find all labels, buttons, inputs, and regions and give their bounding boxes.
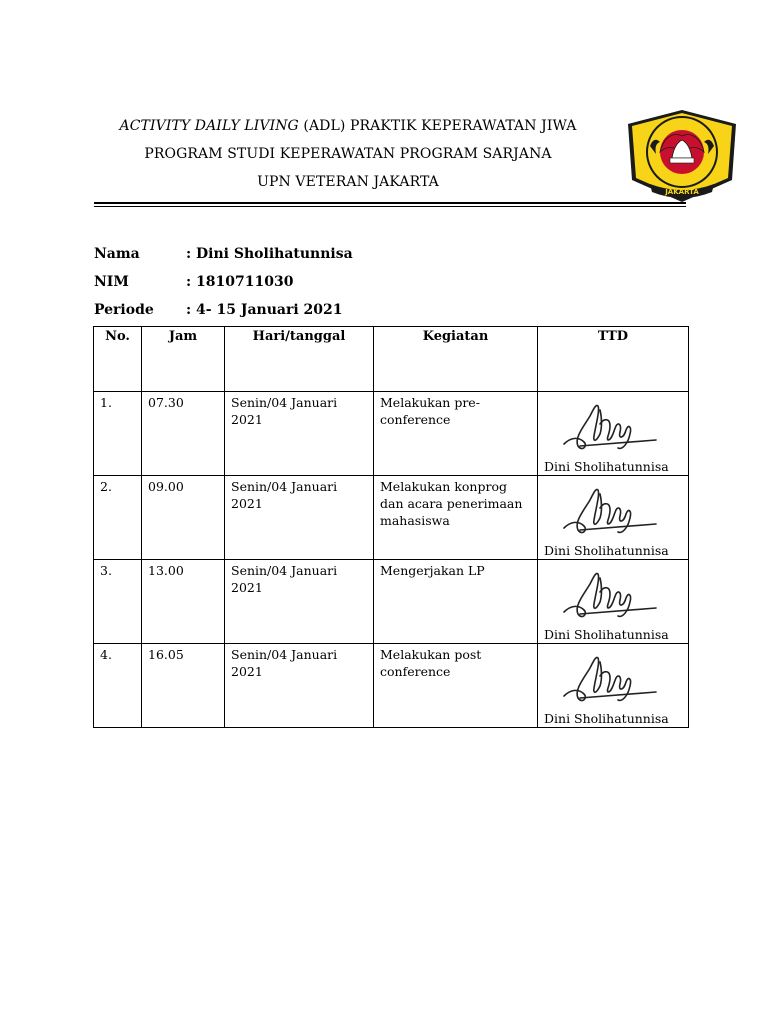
info-label: NIM	[94, 274, 129, 290]
signer-name: Dini Sholihatunnisa	[544, 711, 669, 726]
table-row	[94, 560, 689, 644]
cell-kegiatan-text: Mengerjakan LP	[380, 563, 485, 578]
cell-hari	[225, 644, 374, 728]
cell-kegiatan-text: Melakukan post conference	[380, 647, 482, 679]
cell-hari	[225, 392, 374, 476]
cell-no	[94, 392, 142, 476]
cell-jam	[142, 644, 225, 728]
info-label: Nama	[94, 246, 140, 262]
cell-jam	[142, 560, 225, 644]
document-header	[96, 112, 600, 196]
col-header-jam: Jam	[142, 327, 225, 392]
cell-ttd	[538, 476, 689, 560]
col-header-no: No.	[94, 327, 142, 392]
table-row	[94, 392, 689, 476]
header-title-rest: (ADL) PRAKTIK KEPERAWATAN JIWA	[298, 118, 577, 134]
cell-jam-text: 13.00	[148, 563, 184, 578]
col-header-kegiatan: Kegiatan	[374, 327, 538, 392]
cell-hari	[225, 560, 374, 644]
table-row	[94, 644, 689, 728]
cell-no-text: 1.	[100, 395, 112, 410]
signature-icon	[560, 396, 660, 456]
cell-hari	[225, 476, 374, 560]
info-value: : 1810711030	[186, 274, 294, 290]
signer-name: Dini Sholihatunnisa	[544, 627, 669, 642]
cell-jam	[142, 476, 225, 560]
info-value: : 4- 15 Januari 2021	[186, 302, 343, 318]
logo-bottom-text: JAKARTA	[665, 188, 699, 196]
col-header-hari: Hari/tanggal	[225, 327, 374, 392]
signature-icon	[560, 648, 660, 708]
header-program: PROGRAM STUDI KEPERAWATAN PROGRAM SARJANA	[144, 146, 552, 162]
signature-icon	[560, 480, 660, 540]
cell-no-text: 2.	[100, 479, 112, 494]
cell-kegiatan	[374, 644, 538, 728]
activity-table	[93, 326, 689, 728]
col-header-ttd: TTD	[538, 327, 689, 392]
cell-jam-text: 07.30	[148, 395, 184, 410]
signature-icon	[560, 564, 660, 624]
cell-jam-text: 09.00	[148, 479, 184, 494]
header-rule-thin	[94, 206, 686, 207]
cell-hari-text: Senin/04 Januari 2021	[231, 563, 338, 595]
cell-no	[94, 644, 142, 728]
signer-name: Dini Sholihatunnisa	[544, 459, 669, 474]
cell-kegiatan	[374, 476, 538, 560]
cell-ttd	[538, 392, 689, 476]
cell-kegiatan	[374, 392, 538, 476]
header-title-italic: ACTIVITY DAILY LIVING	[119, 118, 299, 134]
header-university: UPN VETERAN JAKARTA	[257, 174, 439, 190]
cell-jam	[142, 392, 225, 476]
cell-no	[94, 476, 142, 560]
table-header-row	[94, 327, 689, 392]
cell-no-text: 3.	[100, 563, 112, 578]
cell-hari-text: Senin/04 Januari 2021	[231, 479, 338, 511]
cell-hari-text: Senin/04 Januari 2021	[231, 395, 338, 427]
table-row	[94, 476, 689, 560]
cell-no-text: 4.	[100, 647, 112, 662]
cell-no	[94, 560, 142, 644]
cell-kegiatan	[374, 560, 538, 644]
cell-ttd	[538, 644, 689, 728]
cell-ttd	[538, 560, 689, 644]
university-logo	[620, 106, 744, 206]
cell-jam-text: 16.05	[148, 647, 184, 662]
info-value: : Dini Sholihatunnisa	[186, 246, 353, 262]
header-title	[96, 112, 600, 140]
cell-kegiatan-text: Melakukan konprog dan acara penerimaan mahasiswa	[380, 479, 523, 528]
cell-hari-text: Senin/04 Januari 2021	[231, 647, 338, 679]
header-rule	[94, 202, 686, 204]
signer-name: Dini Sholihatunnisa	[544, 543, 669, 558]
info-label: Periode	[94, 302, 154, 318]
cell-kegiatan-text: Melakukan pre-conference	[380, 395, 480, 427]
